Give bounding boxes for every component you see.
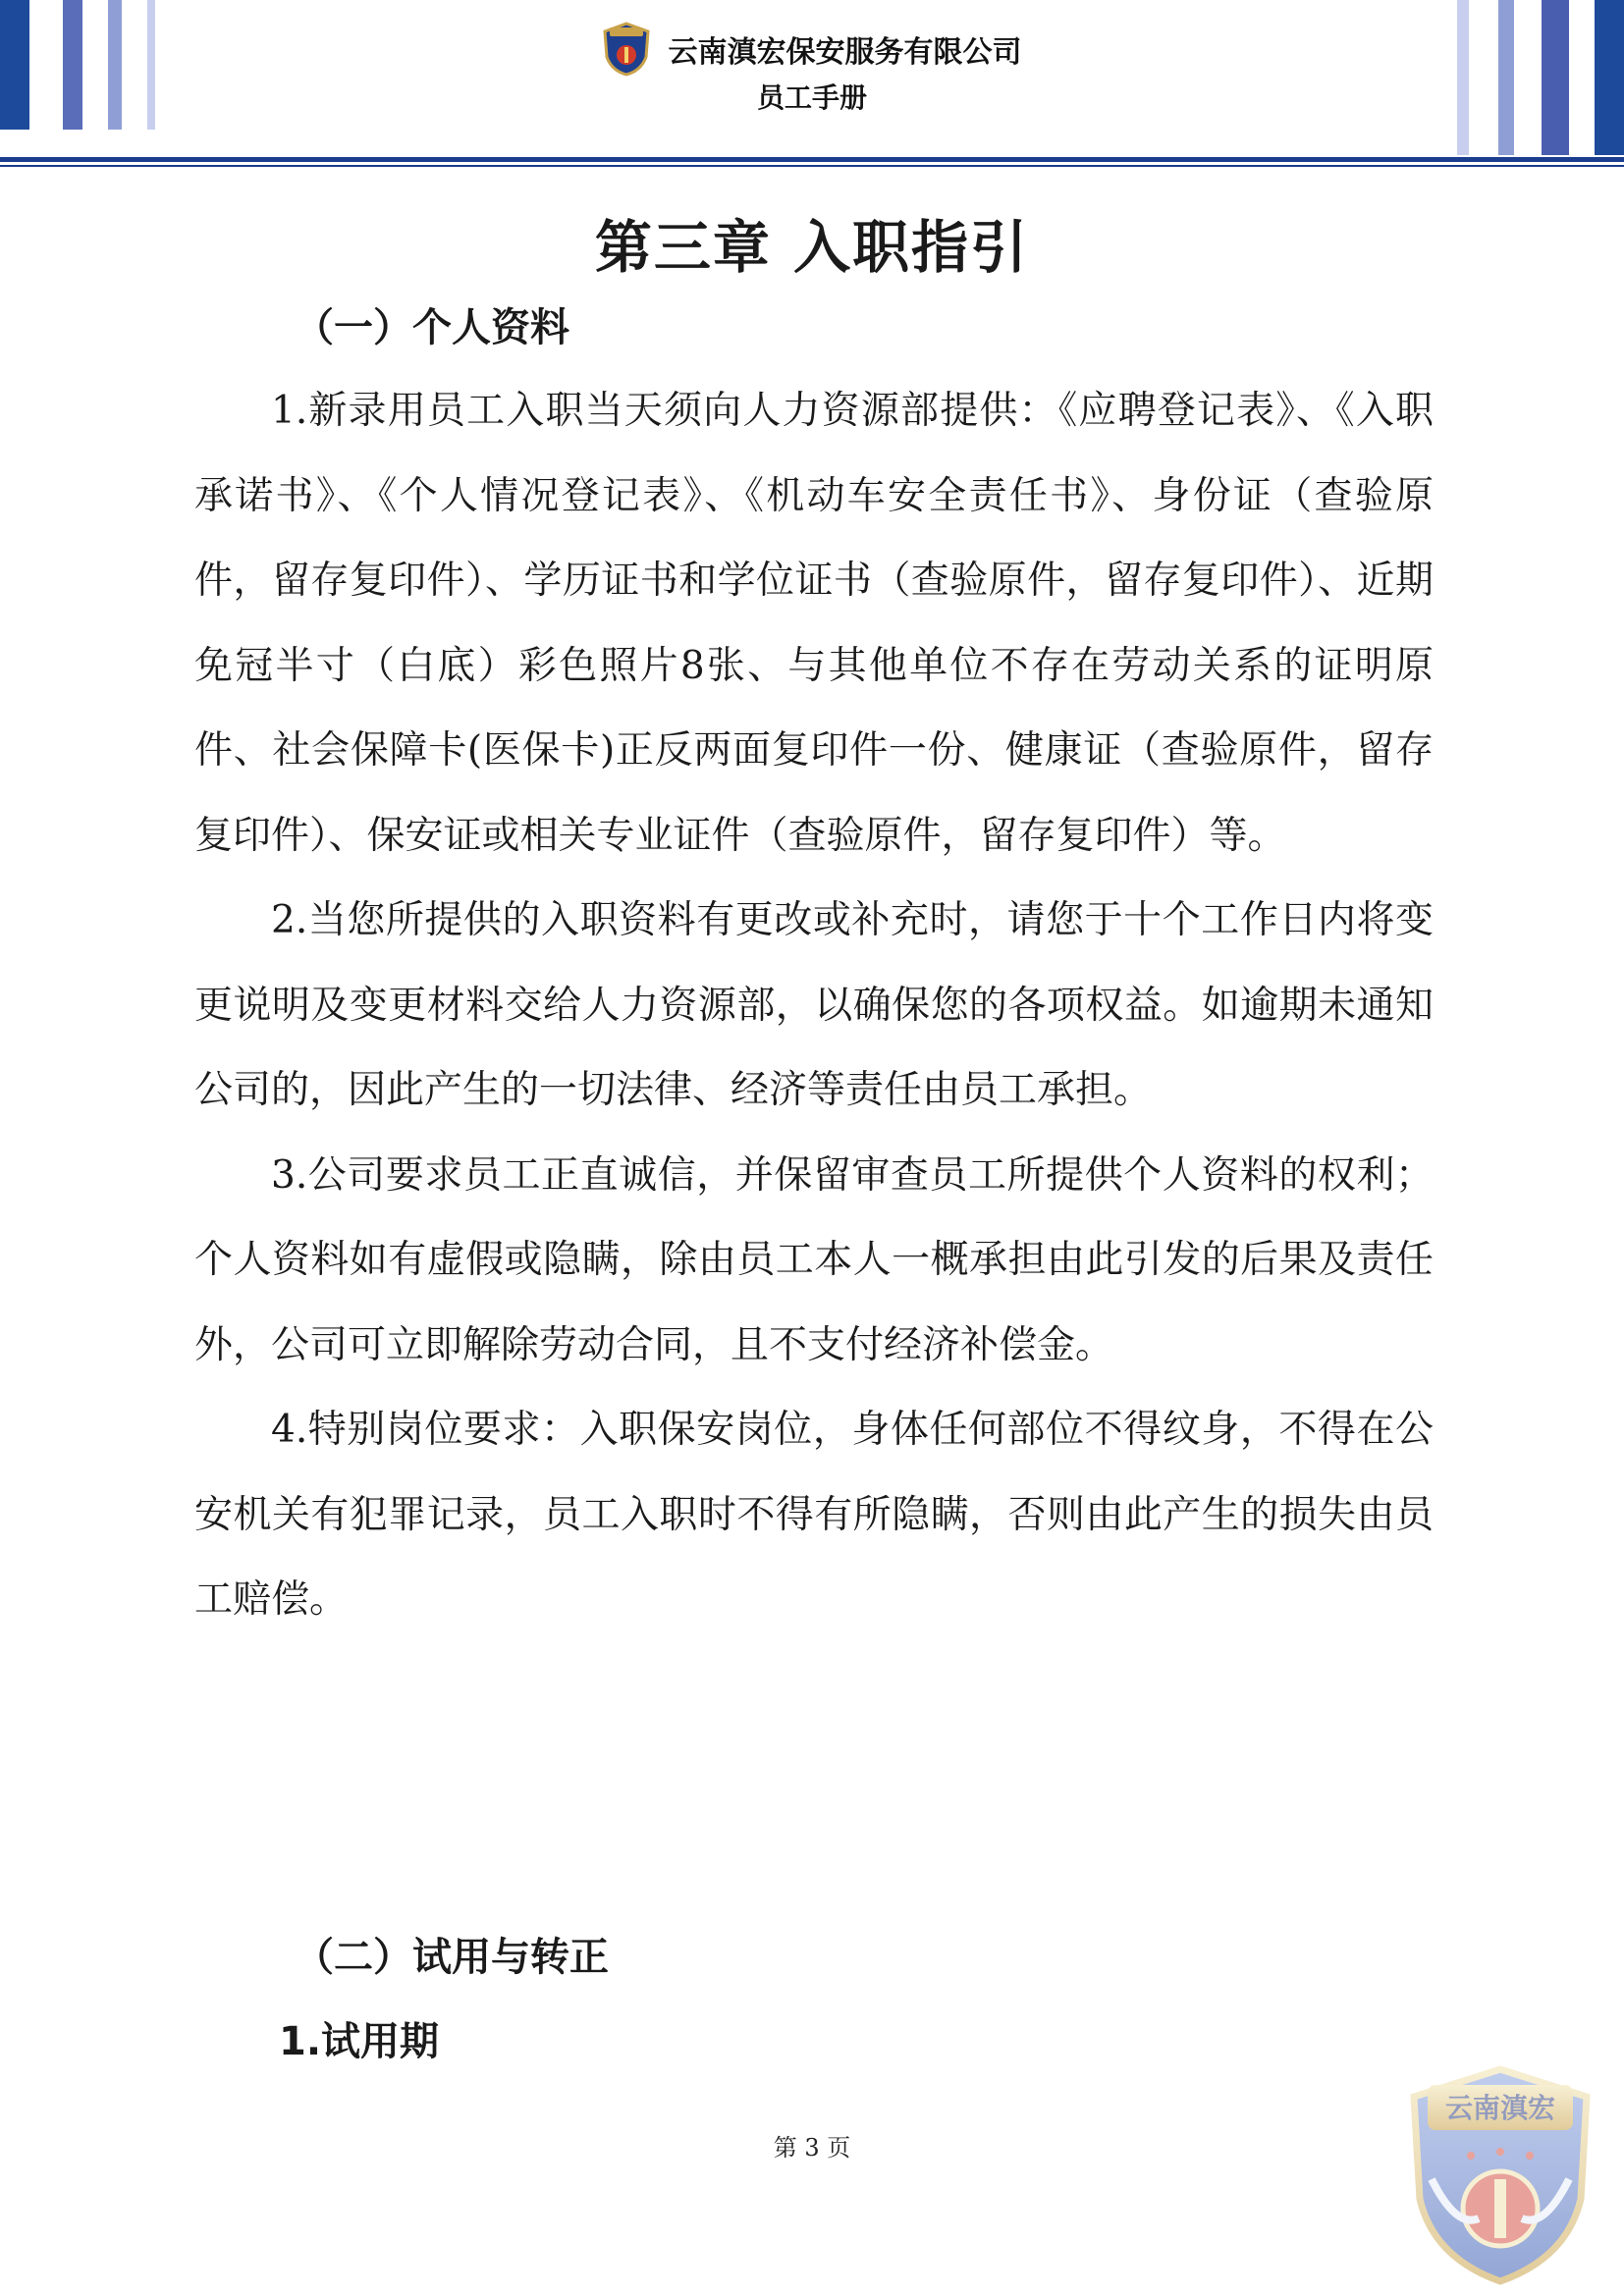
paragraph: 3.公司要求员工正直诚信，并保留审查员工所提供个人资料的权利；个人资料如有虚假或隐瞒，除由员工本人一概承担由此引发的后果及责任外，公司可立即解除劳动合同，且不支付经济补偿金。 xyxy=(194,1152,1434,1367)
section-heading: （二）试用与转正 xyxy=(295,1935,609,1980)
emblem-text: 云南滇宏 xyxy=(1444,2092,1556,2124)
page-number: 第 3 页 xyxy=(773,2134,851,2162)
header-company-row xyxy=(0,22,1624,77)
paragraph: 2.当您所提供的入职资料有更改或补充时，请您于十个工作日内将变更说明及变更材料交给人力资源部，以确保您的各项权益。如逾期未通知公司的，因此产生的一切法律、经济等责任由员工承担。 xyxy=(194,898,1434,1112)
manual-title: 员工手册 xyxy=(756,81,867,114)
chapter-title: 第三章 入职指引 xyxy=(594,214,1030,281)
company-name: 云南滇宏保安服务有限公司 xyxy=(668,35,1022,70)
header-rule xyxy=(0,157,1624,162)
subsection-heading: 1.试用期 xyxy=(279,2019,440,2064)
section-heading: （一）个人资料 xyxy=(295,305,569,350)
section-body xyxy=(194,369,1434,1643)
paragraph: 1.新录用员工入职当天须向人力资源部提供：《应聘登记表》、《入职承诺书》、《个人情况登记表》、《机动车安全责任书》、身份证（查验原件，留存复印件）、学历证书和学位证书（查验原件，留存复印件）、近期免冠半寸（白底）彩色照片8张、与其他单位不存在劳动关系的证明原件、社会保障卡(医保卡)正反两面复印件一份、健康证（查验原件，留存复印件）、保安证或相关专业证件（查验原件，留存复印件）等。 xyxy=(194,389,1434,858)
shield-emblem-icon xyxy=(1402,2061,1598,2287)
paragraph: 4.特别岗位要求：入职保安岗位，身体任何部位不得纹身，不得在公安机关有犯罪记录，员工入职时不得有所隐瞒，否则由此产生的损失由员工赔偿。 xyxy=(194,1408,1434,1622)
company-logo-icon xyxy=(602,22,651,77)
header-rule-thin xyxy=(0,165,1624,167)
